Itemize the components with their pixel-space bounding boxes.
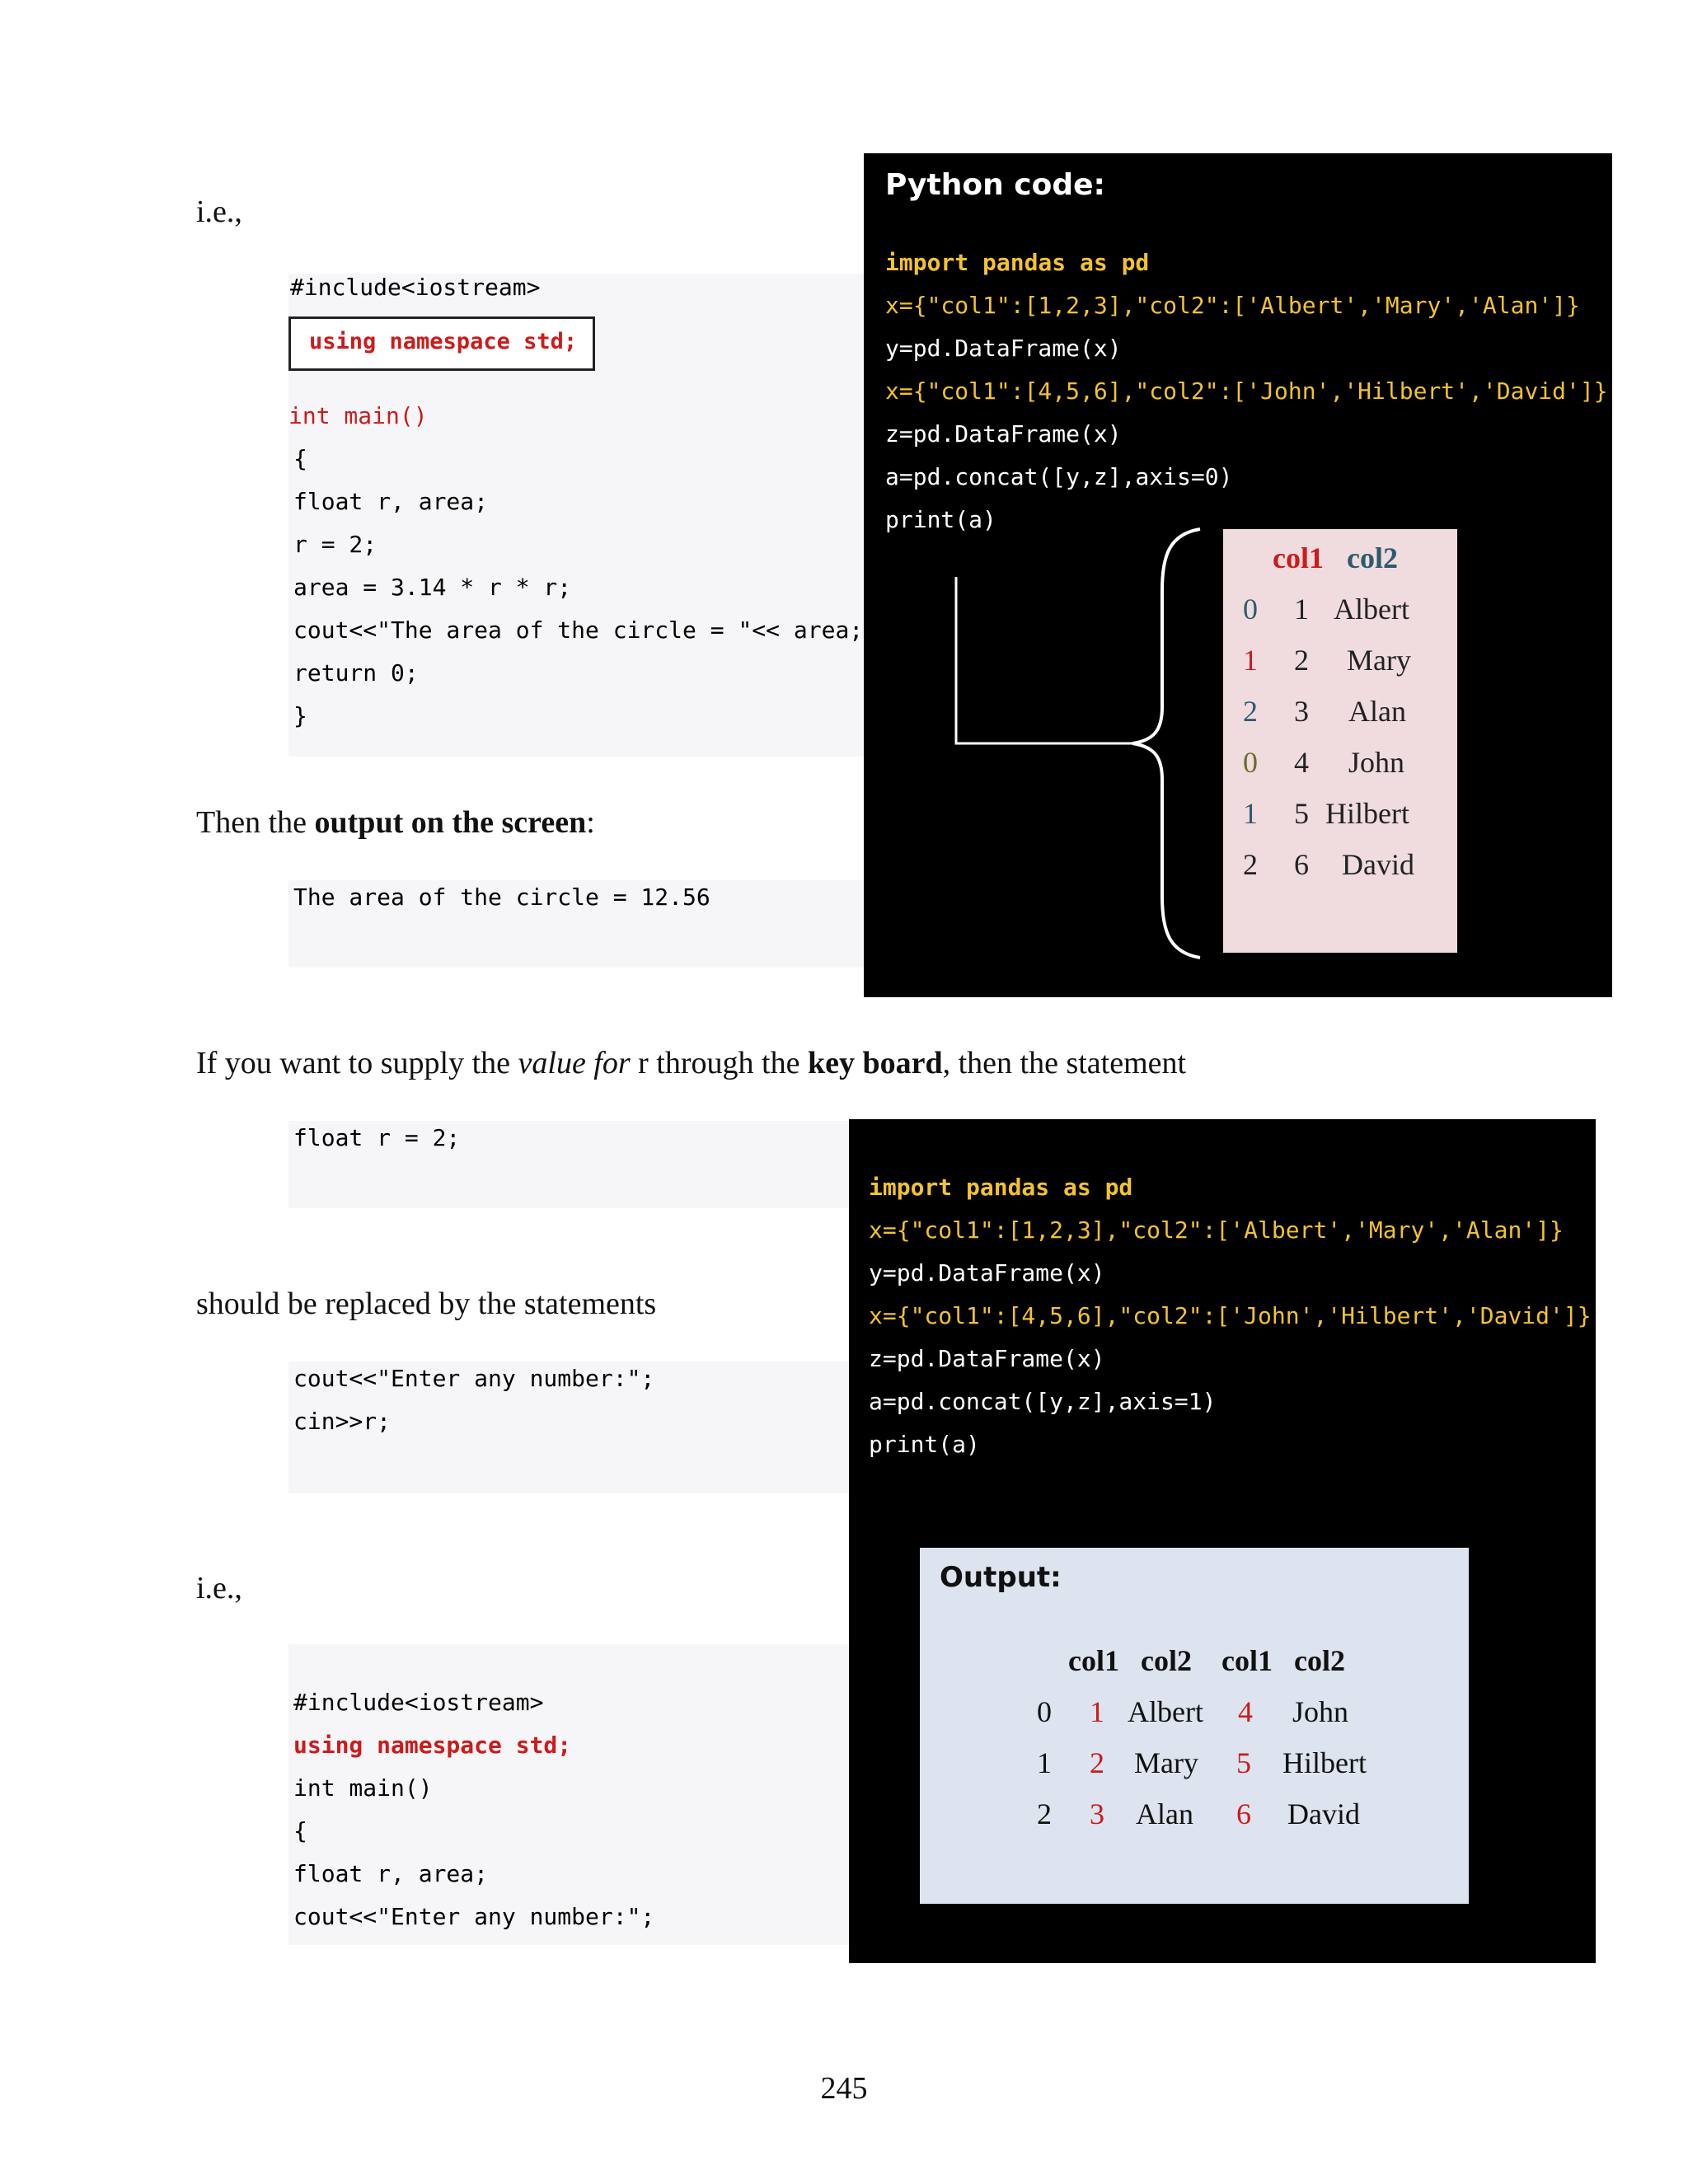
table1-row-index: 0 (1243, 746, 1258, 779)
table1-row-col1: 6 (1294, 848, 1309, 881)
table2-row-col2-a: Alan (1136, 1797, 1193, 1830)
table1-row-index: 1 (1243, 644, 1258, 677)
table2-row-col2-b: David (1287, 1797, 1360, 1830)
table2-header-col1: col1 (1068, 1644, 1119, 1677)
py1-line-7: print(a) (885, 506, 996, 533)
code-return: return 0; (293, 659, 419, 687)
code-open-brace-2: { (293, 1817, 307, 1844)
table1-row-col2: David (1342, 848, 1414, 881)
output-table-1 (1223, 529, 1457, 953)
code-assign-area: area = 3.14 * r * r; (293, 574, 572, 601)
table2-row-col2-b: John (1292, 1695, 1349, 1728)
ie-label-1: i.e., (196, 194, 242, 229)
output-block-1 (288, 880, 865, 968)
code-include: #include<iostream> (290, 274, 541, 301)
page-number: 245 (820, 2071, 868, 2106)
table1-row-index: 2 (1243, 695, 1258, 728)
table2-header-col2: col2 (1294, 1644, 1345, 1677)
table1-row-col1: 1 (1294, 593, 1309, 626)
table1-row-index: 0 (1243, 593, 1258, 626)
code-include-2: #include<iostream> (293, 1689, 544, 1716)
table1-row-col2: Mary (1347, 644, 1411, 677)
python-code-title: Python code: (885, 168, 1105, 202)
code-cout-2: cout<<"Enter any number:"; (293, 1903, 655, 1930)
table2-row-index: 2 (1037, 1797, 1052, 1830)
py1-line-2: x={"col1":[1,2,3],"col2":['Albert','Mary','Alan']} (885, 292, 1580, 319)
py2-line-7: print(a) (869, 1431, 980, 1458)
table2-row-col1-b: 6 (1236, 1797, 1251, 1830)
py2-line-6: a=pd.concat([y,z],axis=1) (869, 1388, 1217, 1415)
cpp-code-block-2 (288, 1644, 849, 1945)
python-panel-2 (849, 1119, 1596, 1963)
code-float-stmt: float r = 2; (293, 1124, 461, 1151)
table2-row-index: 0 (1037, 1695, 1052, 1728)
py1-line-1: import pandas as pd (885, 249, 1150, 276)
table1-row-col1: 5 (1294, 797, 1309, 830)
code-open-brace: { (293, 445, 307, 472)
table1-row-col2: John (1348, 746, 1405, 779)
code-cin: cin>>r; (293, 1408, 392, 1435)
python-panel-1 (864, 153, 1612, 997)
table2-row-index: 1 (1037, 1746, 1052, 1779)
code-using-namespace-2: using namespace std; (293, 1732, 572, 1759)
table1-row-col2: Alan (1348, 695, 1406, 728)
output-table-2 (920, 1548, 1469, 1904)
code-using-namespace: using namespace std; (309, 329, 578, 354)
table1-row-index: 1 (1243, 797, 1258, 830)
table1-row-col2: Hilbert (1325, 797, 1409, 830)
table1-row-col1: 2 (1294, 644, 1309, 677)
table1-row-index: 2 (1243, 848, 1258, 881)
code-main-2: int main() (293, 1774, 433, 1802)
replaced-sentence: should be replaced by the statements (196, 1286, 657, 1321)
table2-row-col1-b: 5 (1236, 1746, 1251, 1779)
table1-row-col1: 3 (1294, 695, 1309, 728)
code-cout: cout<<"The area of the circle = "<< area; (293, 616, 864, 644)
then-output-sentence: Then the output on the screen: (196, 805, 595, 840)
code-decl: float r, area; (293, 488, 489, 515)
table2-row-col1-a: 2 (1090, 1746, 1104, 1779)
highlight-box-using (288, 316, 595, 371)
cpp-code-block-1 (288, 274, 865, 757)
py2-line-4: x={"col1":[4,5,6],"col2":['John','Hilbert','David']} (869, 1302, 1592, 1329)
table1-row-col2: Albert (1334, 593, 1409, 626)
code-main: int main() (288, 402, 428, 429)
table2-row-col1-b: 4 (1238, 1695, 1253, 1728)
py1-line-4: x={"col1":[4,5,6],"col2":['John','Hilbert','David']} (885, 377, 1608, 405)
ie-label-2: i.e., (196, 1571, 242, 1605)
table2-row-col1-a: 1 (1090, 1695, 1104, 1728)
code-cout-enter: cout<<"Enter any number:"; (293, 1365, 655, 1392)
output-text: The area of the circle = 12.56 (293, 883, 710, 911)
py1-line-5: z=pd.DataFrame(x) (885, 420, 1122, 448)
table2-row-col1-a: 3 (1090, 1797, 1104, 1830)
table2-row-col2-a: Albert (1128, 1695, 1203, 1728)
py2-line-1: import pandas as pd (869, 1174, 1133, 1201)
py2-line-5: z=pd.DataFrame(x) (869, 1345, 1105, 1372)
supply-sentence: If you want to supply the value for r through the key board, then the statement (196, 1046, 1187, 1080)
py1-line-3: y=pd.DataFrame(x) (885, 335, 1122, 362)
table1-row-col1: 4 (1294, 746, 1309, 779)
py2-line-2: x={"col1":[1,2,3],"col2":['Albert','Mary','Alan']} (869, 1216, 1564, 1244)
table2-header-col2: col2 (1141, 1644, 1192, 1677)
table1-header-col2: col2 (1347, 541, 1398, 574)
code-decl-2: float r, area; (293, 1860, 489, 1887)
code-assign-r: r = 2; (293, 531, 377, 558)
table2-header-col1: col1 (1221, 1644, 1273, 1677)
replacement-block (288, 1361, 849, 1493)
py2-line-3: y=pd.DataFrame(x) (869, 1259, 1105, 1286)
table2-row-col2-b: Hilbert (1282, 1746, 1367, 1779)
py1-line-6: a=pd.concat([y,z],axis=0) (885, 463, 1233, 490)
table2-row-col2-a: Mary (1134, 1746, 1198, 1779)
float-statement-block (288, 1121, 849, 1208)
code-close-brace: } (293, 702, 307, 729)
table1-header-col1: col1 (1273, 541, 1324, 574)
output-title: Output: (940, 1561, 1062, 1594)
